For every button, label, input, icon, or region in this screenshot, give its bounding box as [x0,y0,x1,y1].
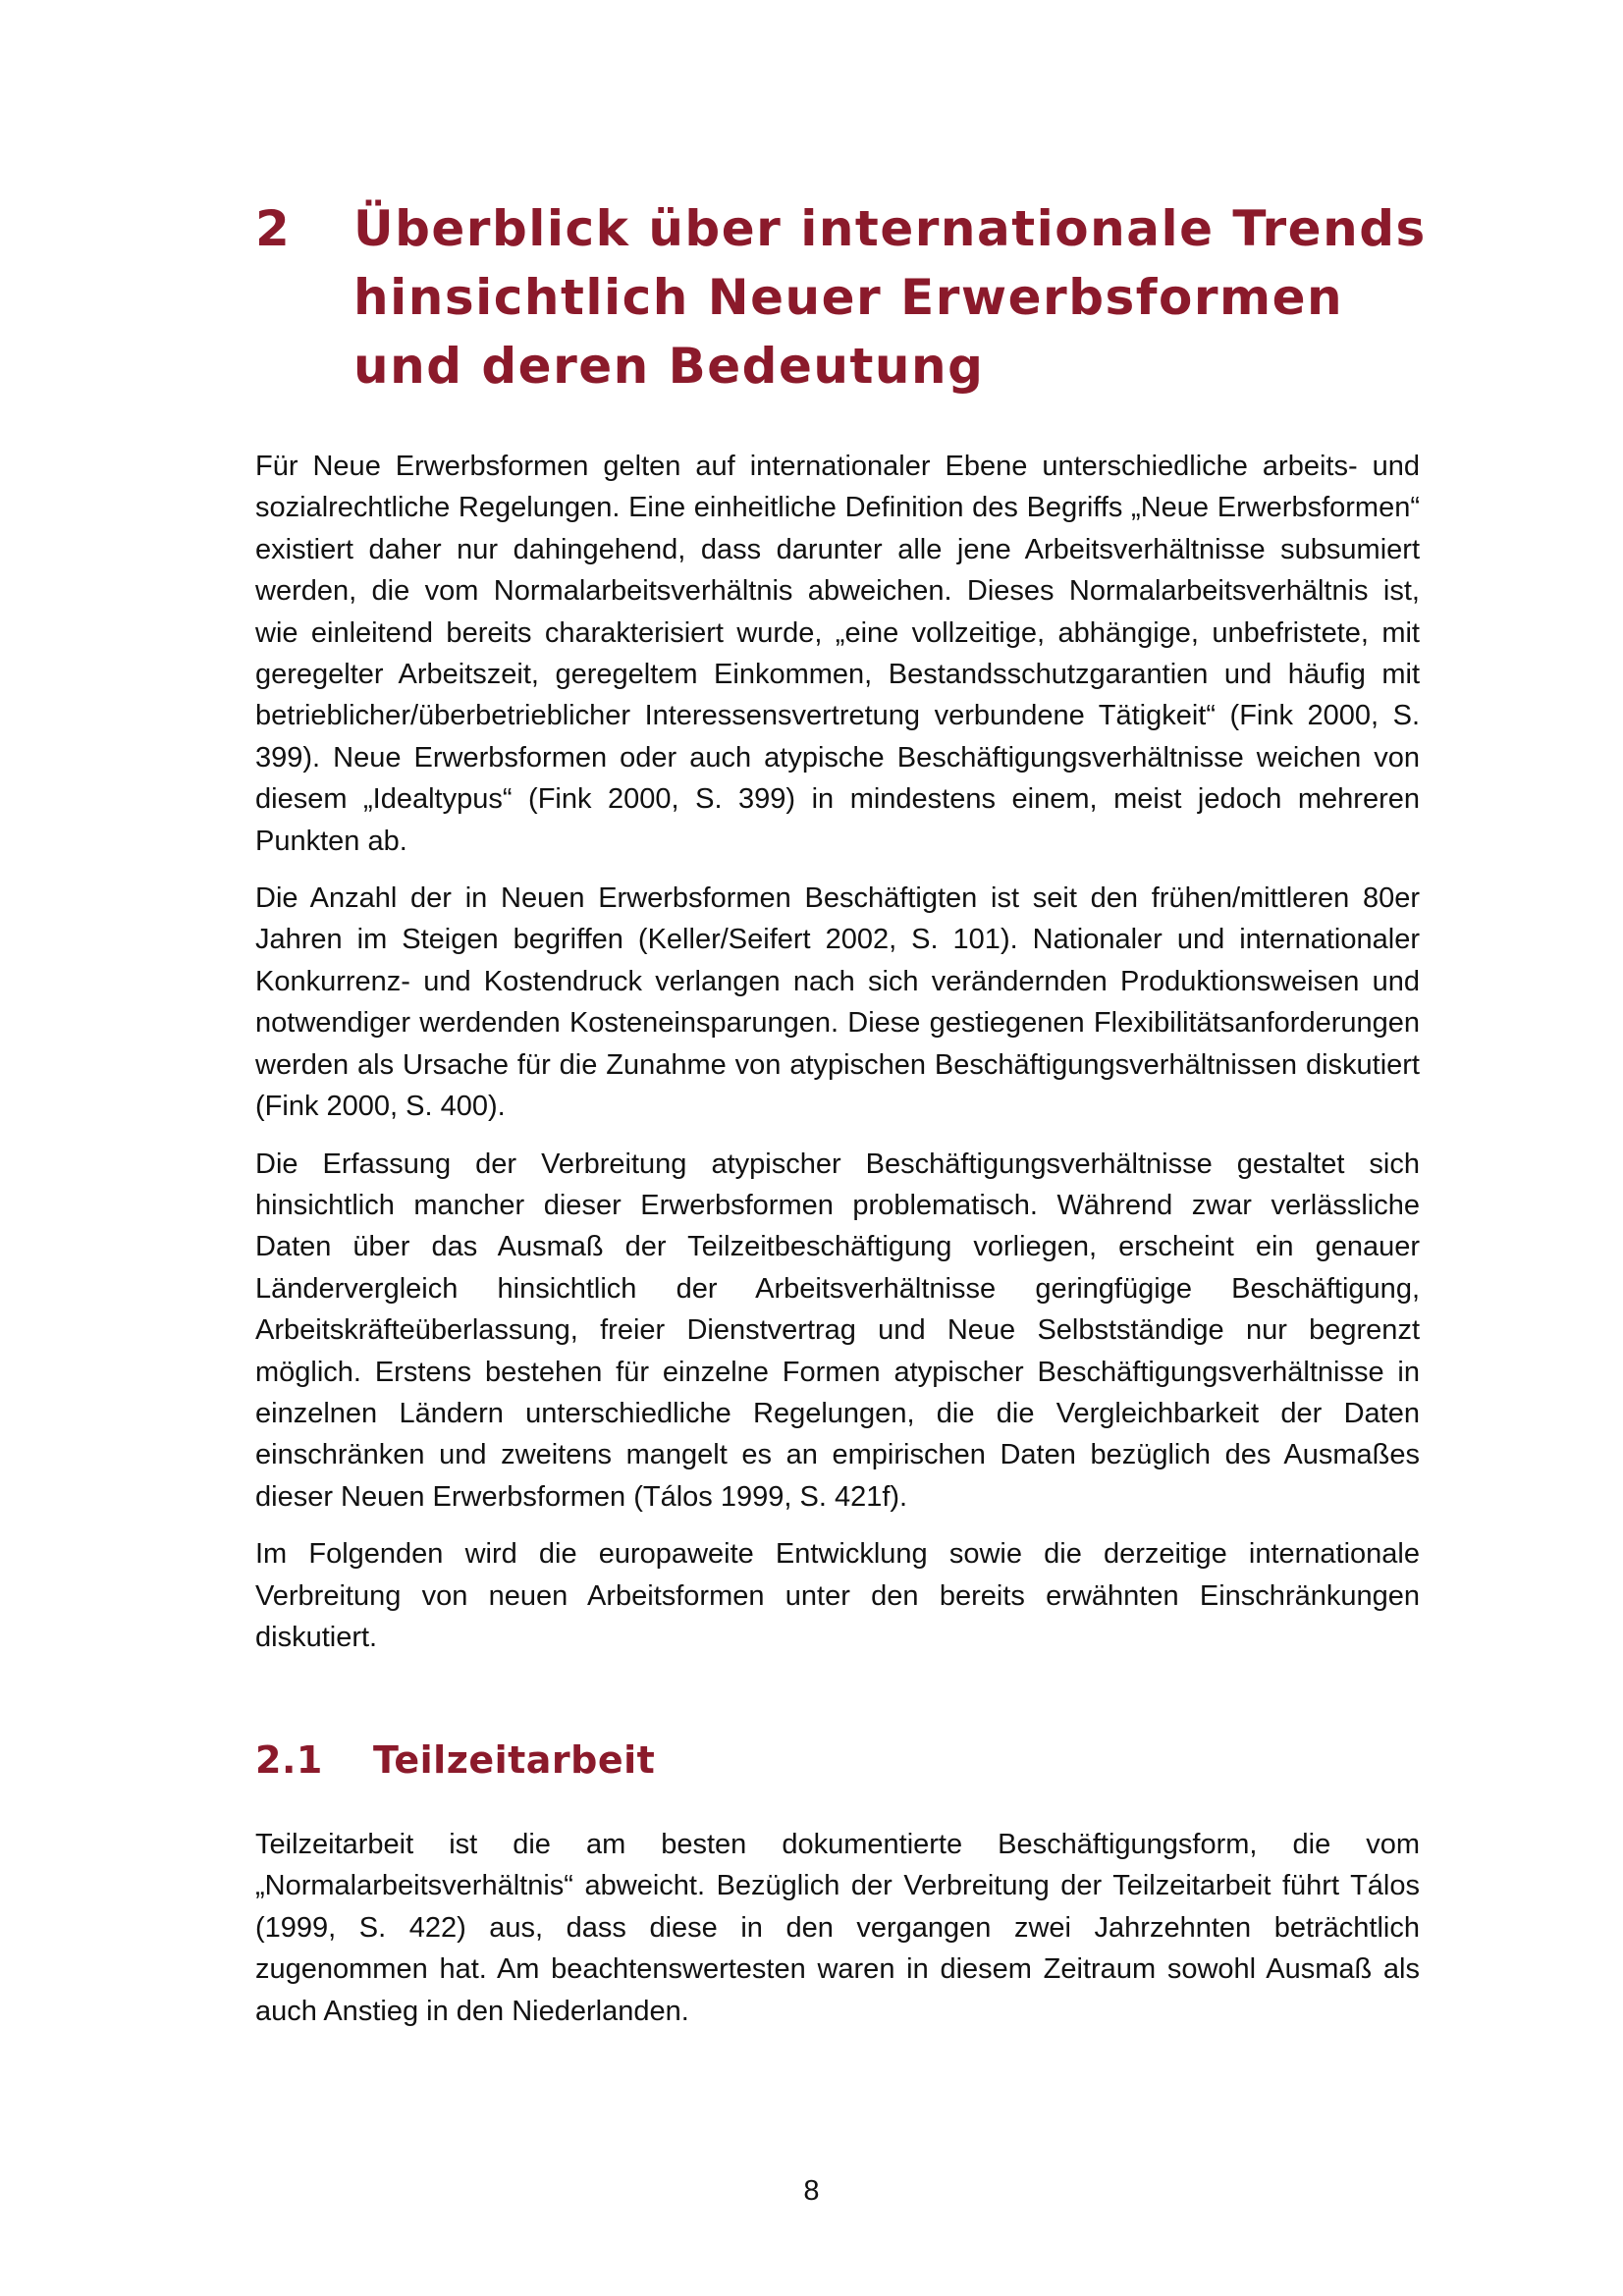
chapter-title: Überblick über internationale Trends hinsichtlich Neuer Erwerbsformen und deren Bedeutung [353,200,1427,395]
chapter-number: 2 [255,200,292,257]
section-body [255,1824,1420,2048]
section-number: 2.1 [255,1738,323,1782]
paragraph: Im Folgenden wird die europaweite Entwicklung sowie die derzeitige internationale Verbreitung von neuen Arbeitsformen unter den bereits erwähnten Einschränkungen diskutiert. [255,1538,1420,1653]
paragraph: Für Neue Erwerbsformen gelten auf internationaler Ebene unterschiedliche arbeits- und sozialrechtliche Regelungen. Eine einheitliche Definition des Begriffs „Neue Erwerbsformen“ existiert daher nur dahingehend, dass darunter alle jene Arbeitsverhältnisse subsumiert werden, die vom Normalarbeitsverhältnis abweichen. Dieses Normalarbeitsverhältnis ist, wie einleitend bereits charakterisiert wurde, „eine vollzeitige, abhängige, unbefristete, mit geregelter Arbeitszeit, geregeltem Einkommen, Bestandsschutzgarantien und häufig mit betrieblicher/überbetrieblicher Interessensvertretung verbundene Tätigkeit“ (Fink 2000, S. 399). Neue Erwerbsformen oder auch atypische Beschäftigungsverhältnisse weichen von diesem „Idealtypus“ (Fink 2000, S. 399) in mindestens einem, meist jedoch mehreren Punkten ab. [255,451,1420,857]
page-number: 8 [803,2175,820,2207]
chapter-body [255,446,1420,1674]
paragraph: Die Anzahl der in Neuen Erwerbsformen Beschäftigten ist seit den frühen/mittleren 80er Jahren im Steigen begriffen (Keller/Seifert 2002, S. 101). Nationaler und internationaler Konkurrenz- und Kostendruck verlangen nach sich verändernden Produktionsweisen und notwendiger werdenden Kosteneinsparungen. Diese gestiegenen Flexibilitätsanforderungen werden als Ursache für die Zunahme von atypischen Beschäftigungsverhältnissen diskutiert (Fink 2000, S. 400). [255,882,1420,1123]
section-title: Teilzeitarbeit [373,1738,656,1782]
paragraph: Die Erfassung der Verbreitung atypischer Beschäftigungsverhältnisse gestaltet sich hinsichtlich mancher dieser Erwerbsformen problematisch. Während zwar verlässliche Daten über das Ausmaß der Teilzeitbeschäftigung vorliegen, erscheint ein genauer Ländervergleich hinsichtlich der Arbeitsverhältnisse geringfügige Beschäftigung, Arbeitskräfteüberlassung, freier Dienstvertrag und Neue Selbstständige nur begrenzt möglich. Erstens bestehen für einzelne Formen atypischer Beschäftigungsverhältnisse in einzelnen Ländern unterschiedliche Regelungen, die die Vergleichbarkeit der Daten einschränken und zweitens mangelt es an empirischen Daten bezüglich des Ausmaßes dieser Neuen Erwerbsformen (Tálos 1999, S. 421f). [255,1148,1420,1513]
paragraph: Teilzeitarbeit ist die am besten dokumentierte Beschäftigungsform, die vom „Normalarbeitsverhältnis“ abweicht. Bezüglich der Verbreitung der Teilzeitarbeit führt Tálos (1999, S. 422) aus, dass diese in den vergangen zwei Jahrzehnten beträchtlich zugenommen hat. Am beachtenswertesten waren in diesem Zeitraum sowohl Ausmaß als auch Anstieg in den Niederlanden. [255,1829,1420,2027]
